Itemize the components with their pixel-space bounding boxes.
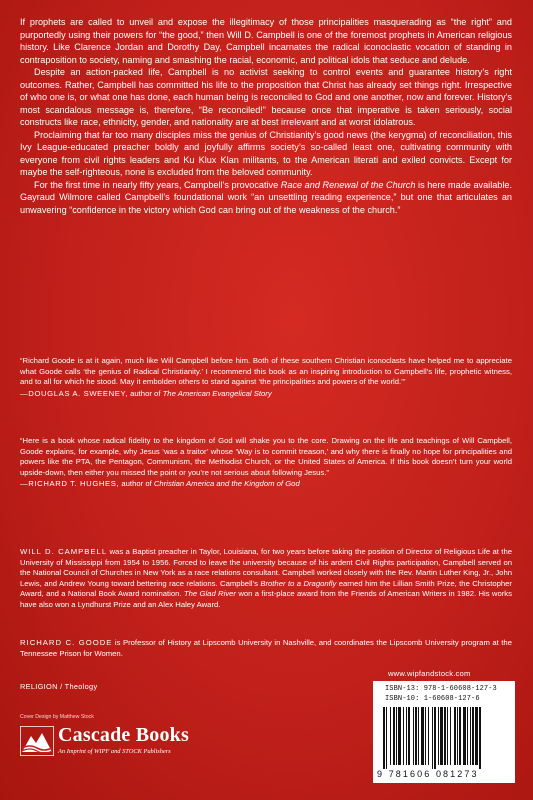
blurb-paragraph-1: If prophets are called to unveil and expose the illegitimacy of those principalities masquerading as “the right” and purportedly using their powers for “the good,” then Will D. Campbell is one of the foremost prophets in American religious history. Like Clarence Jordan and Dorothy Day, Campbell incarnates the radical iconoclastic vocation of standing in contraposition to society, naming and smashing the racial, economic, and political idols that seduce and delude. [20, 17, 512, 65]
blurb-paragraph-2: Despite an action-packed life, Campbell is no activist seeking to control events and guarantee history’s right outcomes. Rather, Campbell has committed his life to the proposition that Christ has already set things right. Irrespective of who one is, or what one has done, each human being is reconciled to God and one another, now and forever. History’s most scandalous message is, therefore, “Be reconciled!” because once that imperative is taken seriously, social constructs like race, ethnicity, gender, and nationality are at best irrelevant and at worst idolatrous. [20, 67, 512, 127]
blurb-paragraph-4: For the first time in nearly fifty years, Campbell’s provocative Race and Renewal of the Church is here made available. Gayraud Wilmore called Campbell’s foundational work “an unsettling reading experience,” but one that articulates an unwavering “confidence in the victory which God can bring out of the weakness of the church.” [20, 179, 513, 215]
isbn-13-label: ISBN-13: 978-1-60608-127-3 [385, 685, 497, 693]
endorsement [20, 436, 512, 490]
barcode-bar [479, 707, 481, 769]
endorsement-quote: “Here is a book whose radical fidelity to the kingdom of God will shake you to the core. Drawing on the life and teachings of Will Campbell, Goode explains, for example, why Jesus ‘was a traitor’ whose ‘Way is to commit treason,’ and why there is finally no hope for principalities and powers like the PTA, the Pentagon, Communism, the Methodist Church, or the United States of America. If this book doesn’t turn your world upside-down, then either you missed the point or you’re not serious about following Jesus.” [20, 436, 512, 477]
barcode-bar [450, 707, 451, 765]
barcode-bar [454, 707, 456, 765]
barcode-bar [472, 707, 474, 765]
endorsement-attribution: —DOUGLAS A. SWEENEY, author of The American Evangelical Story [20, 388, 272, 398]
publisher-logo [20, 724, 220, 774]
barcode-bar [428, 707, 429, 765]
barcode-bar [403, 707, 404, 765]
category-label: RELIGION / Theology [20, 682, 98, 691]
endorsement [20, 356, 512, 399]
barcode-bar [413, 707, 414, 765]
barcode-bar [457, 707, 458, 765]
barcode-bar [421, 707, 424, 765]
barcode-bar [415, 707, 417, 765]
barcode-bar [475, 707, 478, 765]
barcode-bar [444, 707, 446, 765]
publisher-tagline: An Imprint of WIPF and STOCK Publishers [58, 748, 171, 755]
barcode-digits: 9 781606 081273 [377, 769, 479, 779]
endorsement-attribution: —RICHARD T. HUGHES, author of Christian America and the Kingdom of God [20, 479, 300, 489]
barcode-bar [425, 707, 426, 765]
author-bio-goode: RICHARD C. GOODE is Professor of History at Lipscomb University in Nashville, and coordinates the Lipscomb University program at the Tennessee Prison for Women. [20, 638, 512, 658]
barcode-bar [398, 707, 401, 765]
barcode-bar [393, 707, 395, 765]
barcode-bar [383, 707, 385, 769]
barcode-bar [386, 707, 387, 769]
barcode-bar [434, 707, 436, 769]
isbn-10-label: ISBN-10: 1-60608-127-6 [385, 695, 480, 703]
barcode-bar [470, 707, 471, 765]
barcode-bar [447, 707, 448, 765]
barcode-bar [396, 707, 397, 765]
book-title: Race and Renewal of the Church [280, 179, 416, 190]
barcode-bar [406, 707, 407, 765]
barcode-bars [381, 707, 507, 769]
barcode-bar [463, 707, 466, 765]
publisher-website[interactable]: www.wipfandstock.com [388, 669, 471, 678]
barcode-bar [408, 707, 410, 765]
author-bio-campbell: WILL D. CAMPBELL was a Baptist preacher in Taylor, Louisiana, for two years before taking the position of Director of Religious Life at the University of Mississippi from 1954 to 1956. Forced to leave the university because of his ardent Civil Rights participation, Campbell served on the National Council of Churches in New York as a race relations consultant. Campbell worked closely with the Rev. Martin Luther King, Jr., John Lewis, and Andrew Young toward bettering race relations. Campbell’s Brother to a Dragonfly earned him the Lillian Smith Prize, the Christopher Award, and a National Book Award nomination. The Glad River won a first-place award from the Friends of American Writers in 1982. His works have also won a Lyndhurst Prize and an Alex Haley Award. [20, 547, 512, 609]
barcode-bar [418, 707, 419, 765]
barcode-bar [440, 707, 443, 765]
cover-blurb [20, 16, 512, 216]
cascade-mountain-icon [20, 726, 54, 756]
barcode-bar [432, 707, 433, 769]
endorsement-quote: “Richard Goode is at it again, much like Will Campbell before him. Both of these southern Christian iconoclasts have helped me to appreciate what Goode calls ‘the genius of Radical Christianity.’ I recommend this book as an inspiring introduction to Campbell’s life, prophetic witness, and to all for which he stood. May it embolden others to stand against ‘the principalities and powers of the world.’” [20, 356, 512, 387]
blurb-paragraph-3: Proclaiming that far too many disciples miss the genius of Christianity’s good news (the kerygma) of reconciliation, this Ivy League-educated preacher boldly and joyfully affirms society’s so-called least one, cultivating community with everyone from civil rights leaders and Ku Klux Klan militants, to the American literati and exiled convicts. Except for maybe the self-righteous, none is excluded from the beloved community. [20, 129, 512, 177]
barcode-bar [459, 707, 461, 765]
cover-design-credit: Cover Design by Matthew Stock [20, 714, 94, 720]
barcode-bar [467, 707, 468, 765]
publisher-name: Cascade Books [58, 724, 189, 746]
isbn-barcode [373, 681, 515, 783]
barcode-bar [438, 707, 439, 765]
barcode-bar [390, 707, 391, 765]
